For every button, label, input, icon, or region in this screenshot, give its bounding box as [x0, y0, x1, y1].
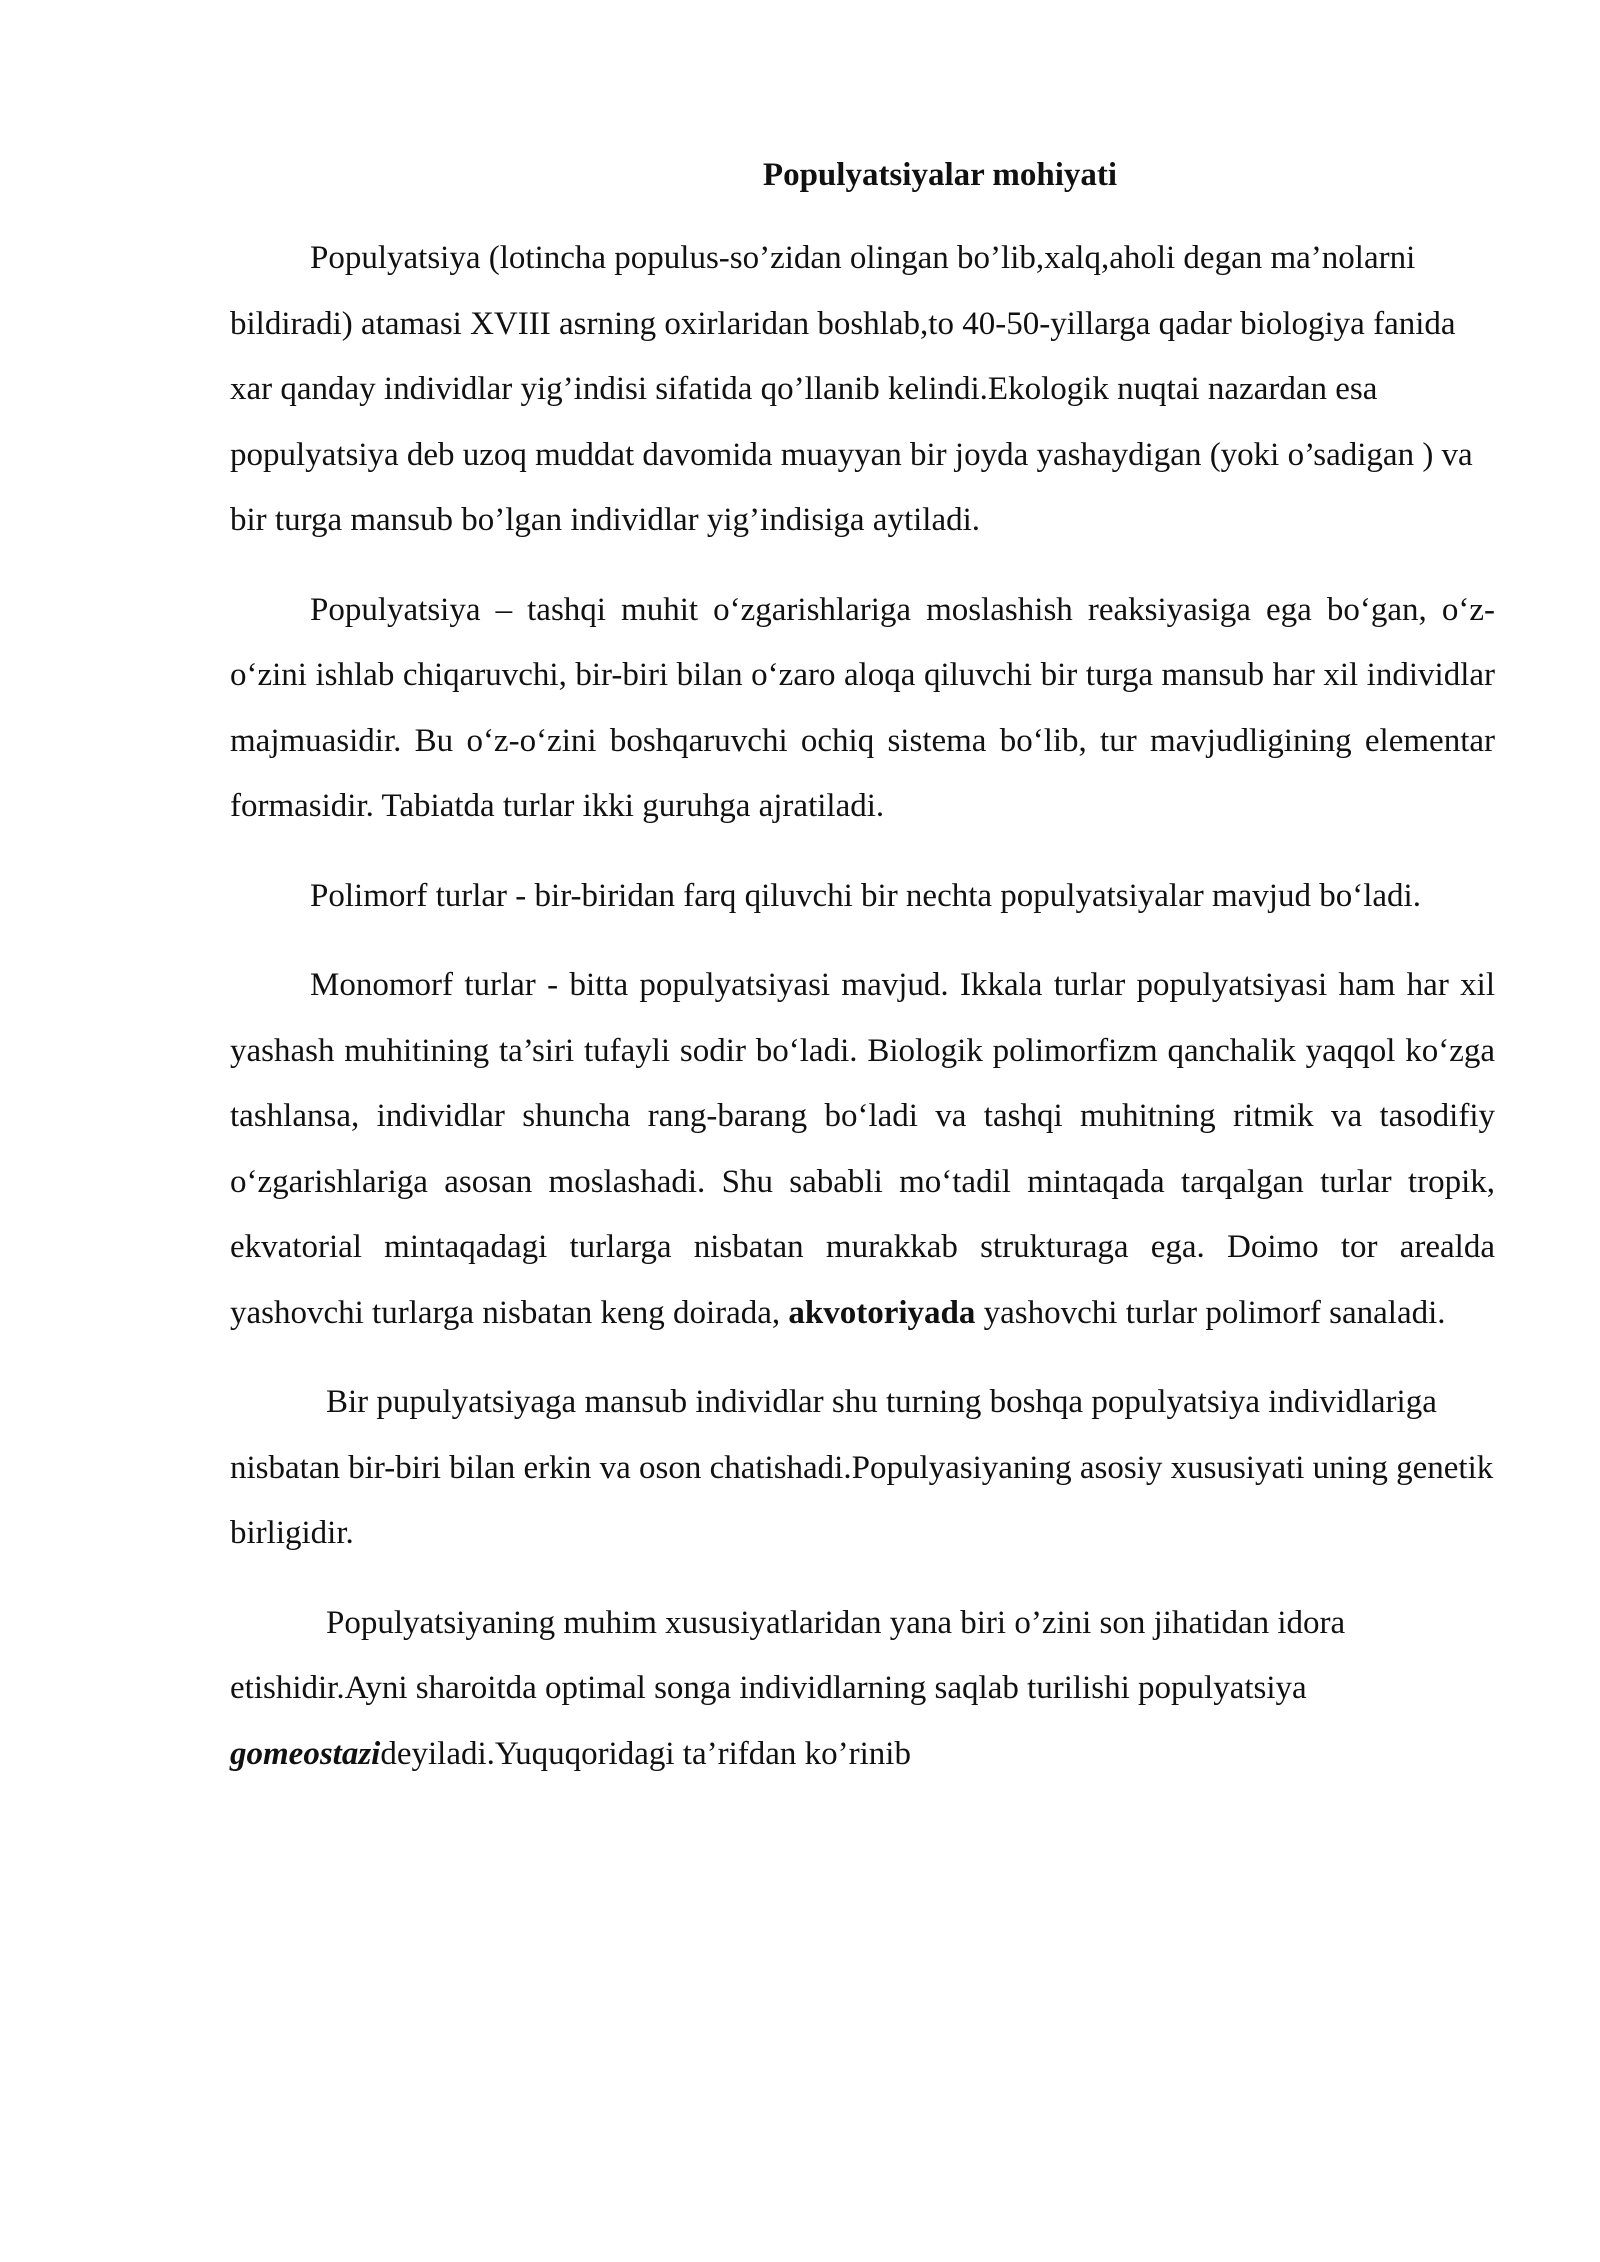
paragraph-5: Bir pupulyatsiyaga mansub individlar shu turning boshqa populyatsiya individlariga nisbatan bir-biri bilan erkin va oson chatishadi.Populyasiyaning asosiy xususiyati uning genetik birligidir. [230, 1384, 1494, 1551]
bold-italic-term-gomeostazi: gomeostazi [230, 1735, 381, 1772]
paragraph-6 [230, 1591, 1495, 1788]
paragraph-3: Polimorf turlar - bir-biridan farq qiluvchi bir nechta populyatsiyalar mavjud boʻladi. [310, 877, 1421, 914]
paragraph-6-text-start: Populyatsiyaning muhim xususiyatlaridan yana biri o’zini son jihatidan idora etishidir.Ayni sharoitda optimal songa individlarning saqlab turilishi populyatsiya [230, 1604, 1346, 1706]
paragraph-4 [230, 953, 1495, 1346]
paragraph-4-text-end: yashovchi turlar polimorf sanaladi. [975, 1294, 1446, 1331]
paragraph-6-text-end: deyiladi.Yuquqoridagi ta’rifdan ko’rinib [380, 1735, 911, 1772]
document-title: Populyatsiyalar mohiyati [762, 157, 1118, 193]
bold-term-akvotoriyada: akvotoriyada [788, 1294, 976, 1331]
paragraph-2: Populyatsiya – tashqi muhit oʻzgarishlariga moslashish reaksiyasiga ega boʻgan, oʻz-oʻzini ishlab chiqaruvchi, bir-biri bilan oʻzaro aloqa qiluvchi bir turga mansub har xil individlar majmuasidir. Bu oʻz-oʻzini boshqaruvchi ochiq sistema boʻlib, tur mavjudligining elementar formasidir. Tabiatda turlar ikki guruhga ajratiladi. [230, 591, 1495, 824]
document-page [230, 150, 1495, 1811]
paragraph-4-text-start: Monomorf turlar - bitta populyatsiyasi mavjud. Ikkala turlar populyatsiyasi ham har xil yashash muhitining ta’siri tufayli sodir boʻladi. Biologik polimorfizm qanchalik yaqqol koʻzga tashlansa, individlar shuncha rang-barang boʻladi va tashqi muhitning ritmik va tasodifiy oʻzgarishlariga asosan moslashadi. Shu sababli moʻtadil mintaqada tarqalgan turlar tropik, ekvatorial mintaqadagi turlarga nisbatan murakkab strukturaga ega. Doimo tor arealda yashovchi turlarga nisbatan keng doirada, [230, 967, 1495, 1331]
paragraph-1: Populyatsiya (lotincha populus-so’zidan olingan bo’lib,xalq,aholi degan ma’nolarni bildiradi) atamasi XVIII asrning oxirlaridan boshlab,to 40-50-yillarga qadar biologiya fanida xar qanday individlar yig’indisi sifatida qo’llanib kelindi.Ekologik nuqtai nazardan esa populyatsiya deb uzoq muddat davomida muayyan bir joyda yashaydigan (yoki o’sadigan ) va bir turga mansub bo’lgan individlar yig’indisiga aytiladi. [230, 240, 1473, 538]
